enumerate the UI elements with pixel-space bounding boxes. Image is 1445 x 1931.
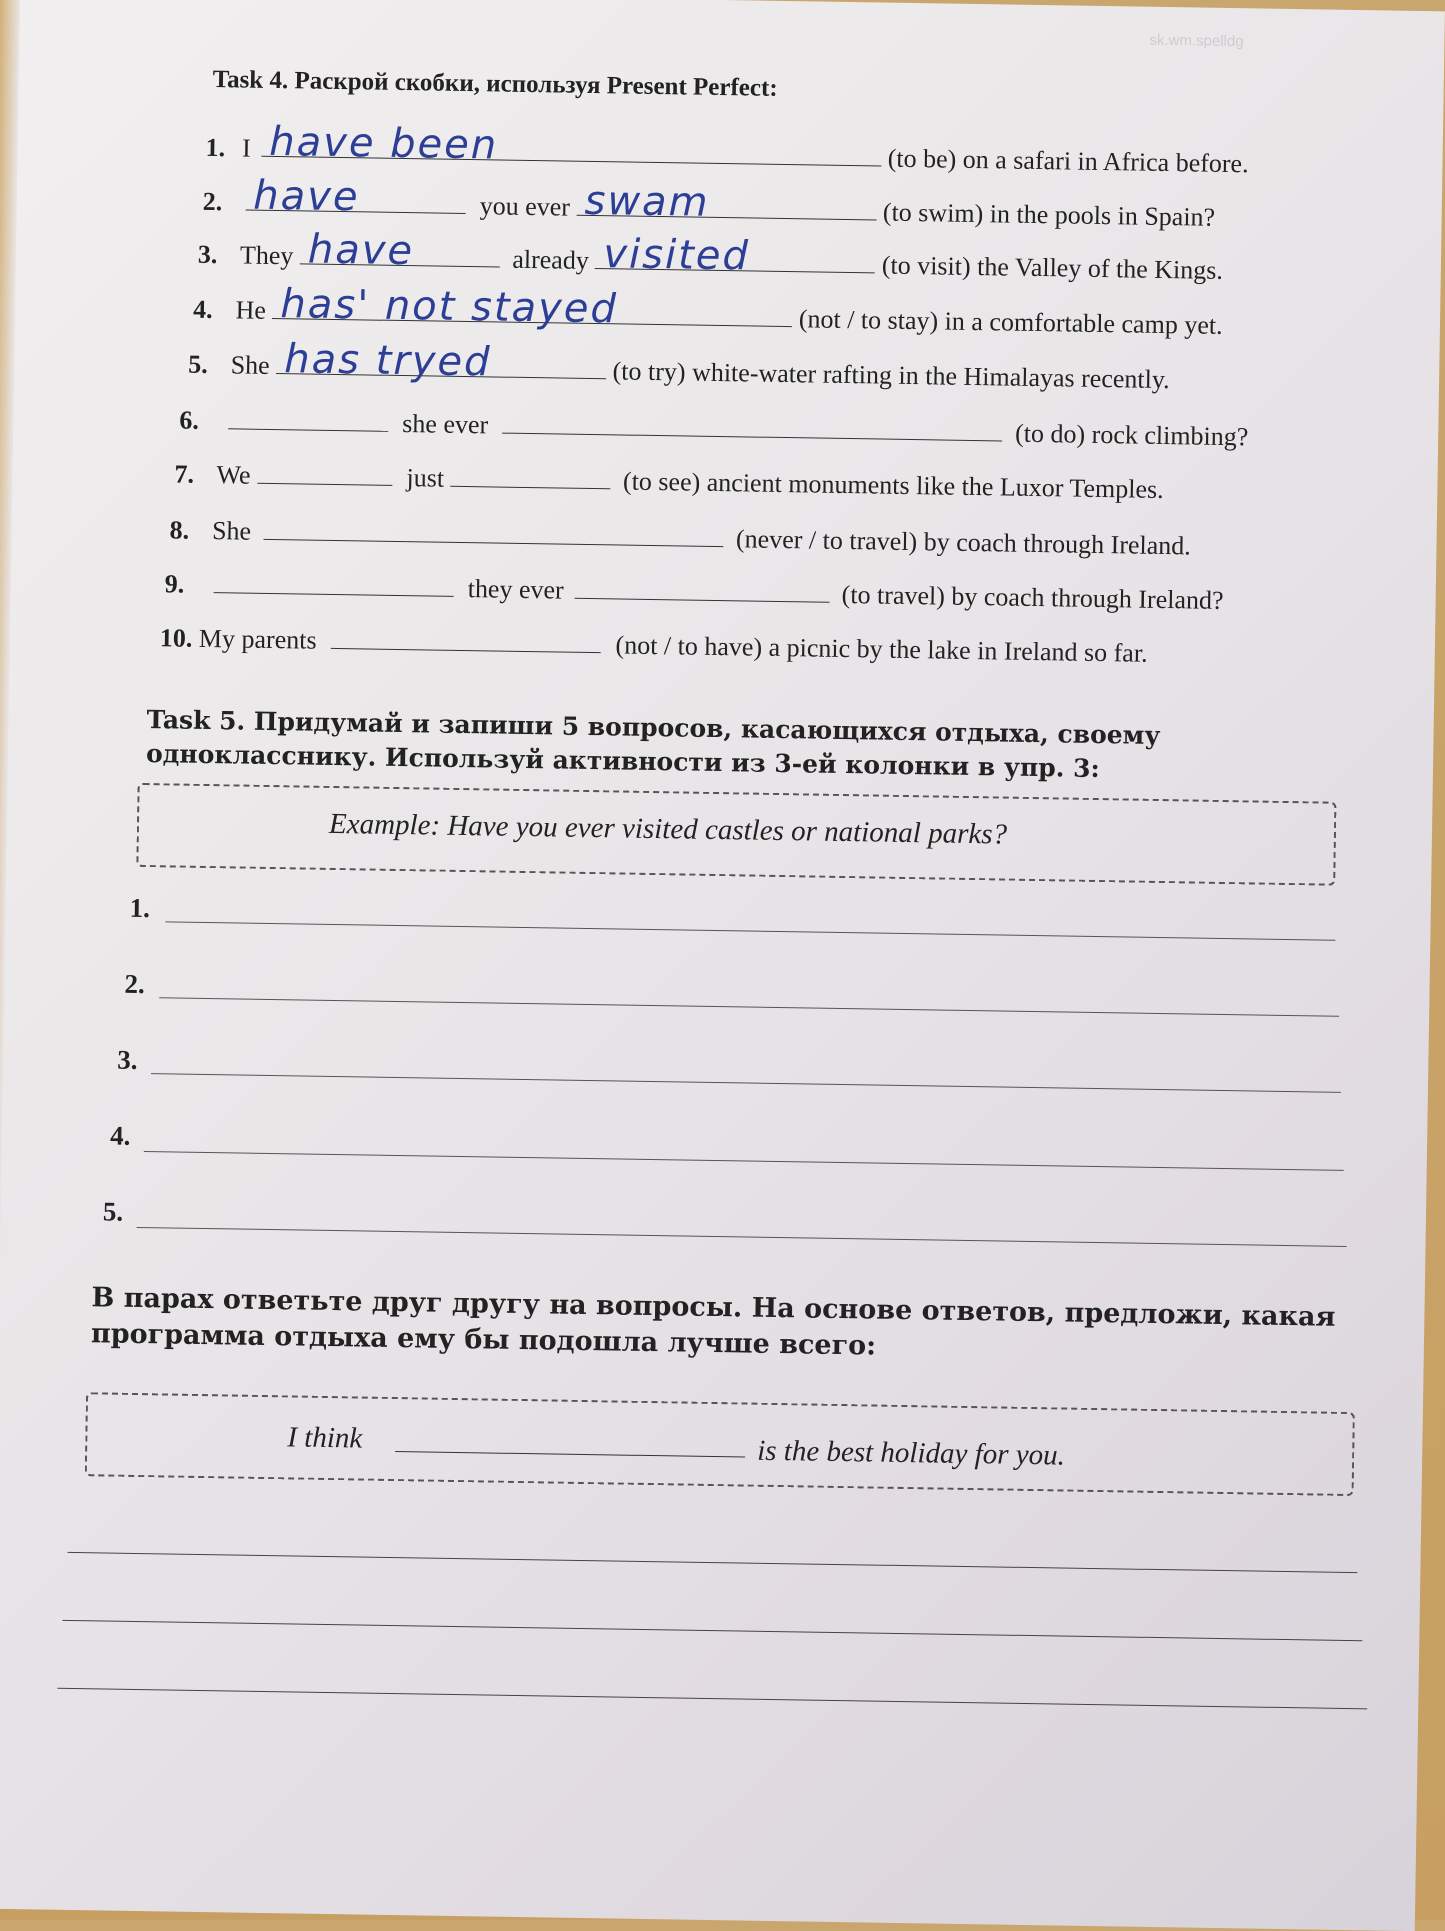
item-number: 3. [197, 239, 218, 270]
item-prompt: (to swim) in the pools in Spain? [882, 197, 1216, 232]
item-prefix: We [216, 460, 251, 490]
answer-line-1[interactable] [68, 1552, 1358, 1573]
answer-blank[interactable] [228, 400, 388, 432]
answer-blank[interactable] [300, 226, 500, 275]
task4-item-3 [197, 226, 1224, 286]
task4-item-9 [165, 563, 1224, 616]
item-prefix: My parents [198, 623, 317, 655]
answer-blank[interactable] [331, 620, 601, 653]
handwritten-answer: has tryed [283, 336, 492, 386]
item-number: 9. [164, 569, 185, 599]
task5-title: Task 5. Придумай и запиши 5 вопросов, касающихся отдыха, своему однокласснику. Используй активности из 3-ей колонки в упр. 3: [145, 705, 1161, 784]
item-number: 7. [174, 459, 195, 489]
item-number: 2. [202, 186, 223, 217]
task4-title: Task 4. Раскрой скобки, используя Present Perfect: [212, 66, 778, 102]
item-prompt: (not / to stay) in a comfortable camp yet. [798, 304, 1223, 340]
item-middle: you ever [479, 191, 571, 222]
question-line-2[interactable] [159, 997, 1339, 1017]
question-line-3[interactable] [151, 1073, 1341, 1093]
question-number-4: 4. [109, 1120, 131, 1151]
faint-header-note: sk.wm.spelldg [1149, 31, 1244, 51]
holiday-blank[interactable] [395, 1451, 745, 1457]
question-line-4[interactable] [144, 1151, 1344, 1171]
answer-blank[interactable] [450, 458, 610, 490]
handwritten-answer: swam [584, 177, 710, 226]
answer-line-3[interactable] [57, 1688, 1367, 1710]
think-suffix: is the best holiday for you. [756, 1434, 1066, 1472]
task4-item-2 [202, 172, 1216, 233]
item-prompt: (to do) rock climbing? [1014, 418, 1249, 452]
item-prefix: He [235, 295, 267, 325]
item-prompt: (not / to have) a picnic by the lake in Ireland so far. [615, 630, 1148, 668]
example-box [136, 783, 1336, 886]
item-number: 6. [179, 405, 200, 435]
item-number: 8. [169, 515, 190, 545]
item-number: 5. [187, 349, 208, 379]
question-number-3: 3. [117, 1044, 138, 1075]
item-prompt: (to be) on a safari in Africa before. [887, 143, 1249, 179]
answer-blank[interactable] [503, 405, 1003, 442]
item-prompt: (never / to travel) by coach through Ireland. [735, 524, 1192, 561]
handwritten-answer: visited [603, 231, 751, 280]
item-prefix: I [241, 133, 252, 163]
item-prompt: (to try) white-water rafting in the Himalayas recently. [612, 356, 1170, 395]
task4-item-4 [192, 281, 1223, 341]
think-prefix: I think [287, 1421, 363, 1455]
pairs-instruction: В парах ответьте друг другу на вопросы. На основе ответов, предложи, какая программа отдыха ему бы подошла лучше всего: [90, 1282, 1336, 1362]
task4-item-1 [205, 118, 1249, 179]
answer-blank[interactable] [261, 118, 881, 169]
answer-blank[interactable] [272, 281, 792, 333]
item-middle: just [406, 463, 445, 493]
task4-item-7 [174, 453, 1164, 505]
answer-template-box [85, 1392, 1355, 1496]
answer-blank[interactable] [245, 172, 465, 221]
item-prompt: (to see) ancient monuments like the Luxor Temples. [622, 466, 1164, 504]
item-number: 1. [205, 132, 226, 163]
question-number-1: 1. [129, 892, 151, 924]
item-number: 4. [192, 294, 213, 325]
question-line-5[interactable] [137, 1227, 1347, 1247]
handwritten-answer: have [307, 226, 415, 275]
task4-item-6 [179, 400, 1249, 453]
answer-blank[interactable] [213, 564, 453, 597]
example-text: Example: Have you ever visited castles or national parks? [328, 807, 1008, 851]
task4-item-8 [169, 509, 1191, 561]
answer-blank[interactable] [263, 511, 723, 547]
task4-item-5 [187, 336, 1170, 395]
answer-blank[interactable] [574, 570, 829, 603]
answer-blank[interactable] [276, 336, 606, 386]
answer-blank[interactable] [576, 177, 876, 226]
answer-line-2[interactable] [62, 1620, 1362, 1641]
page-edge [0, 0, 20, 1909]
answer-blank[interactable] [595, 231, 875, 280]
item-middle: they ever [467, 574, 564, 605]
handwritten-answer: have been [269, 118, 499, 169]
question-line-1[interactable] [165, 921, 1335, 940]
item-middle: already [512, 244, 590, 275]
item-prompt: (to travel) by coach through Ireland? [841, 579, 1224, 615]
item-prefix: She [230, 350, 270, 380]
answer-blank[interactable] [257, 455, 392, 486]
item-middle: she ever [402, 409, 489, 440]
item-prefix: She [211, 516, 252, 546]
item-prompt: (to visit) the Valley of the Kings. [881, 250, 1224, 285]
handwritten-answer: has' not stayed [280, 281, 619, 333]
handwritten-answer: have [253, 172, 360, 221]
question-number-5: 5. [102, 1196, 124, 1227]
item-prefix: They [239, 240, 294, 271]
task4-item-10 [160, 617, 1148, 669]
question-number-2: 2. [124, 968, 145, 1000]
item-number: 10. [159, 623, 193, 653]
